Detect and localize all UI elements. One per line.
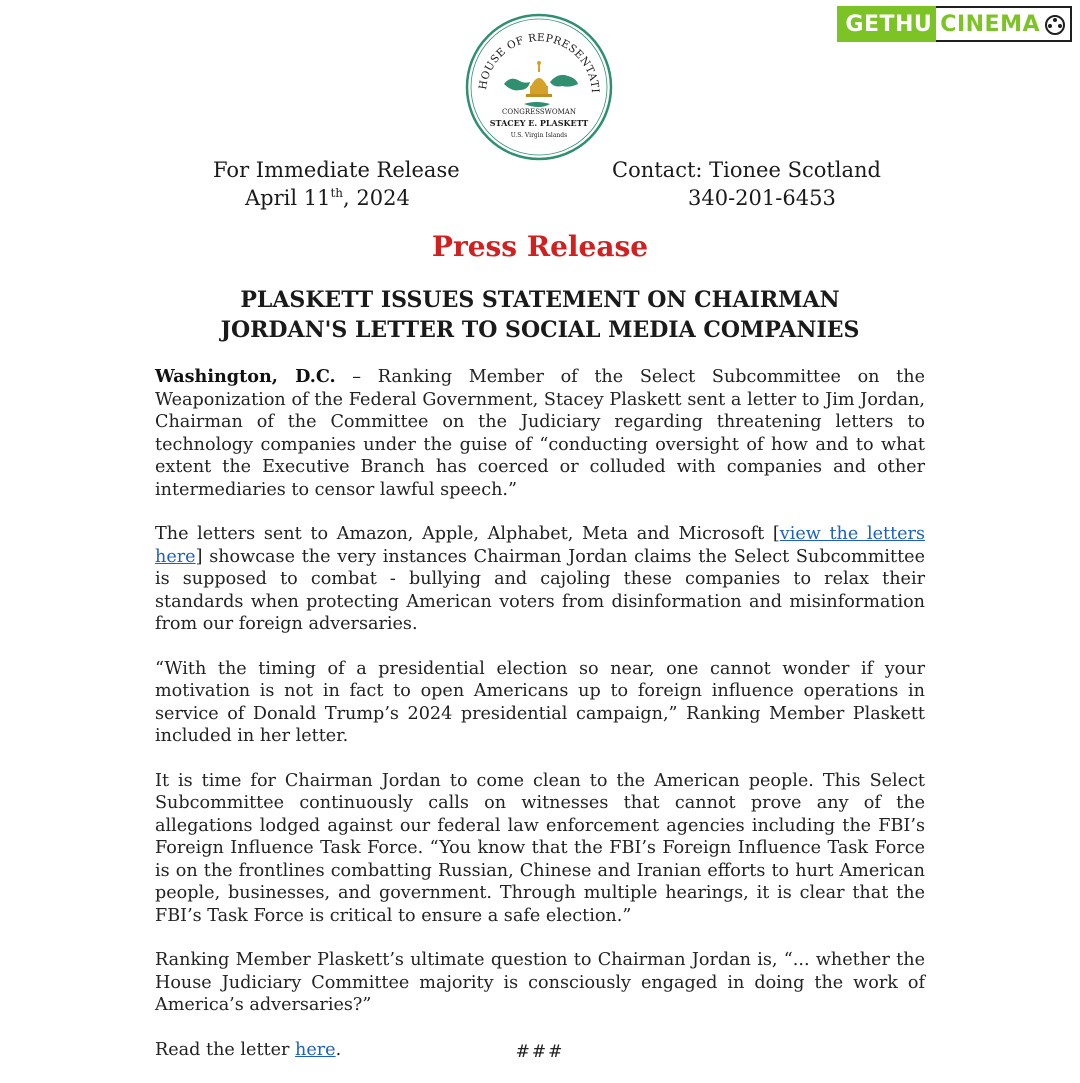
paragraph-intro: Washington, D.C. – Ranking Member of the Select Subcommittee on the Weaponization of the Federal Government, Stacey Plaskett sent a letter to Jim Jordan, Chairman of the Committee on the Judiciary regarding threatening letters to technology companies under the guise of “conducting oversight of how and to what extent the Executive Branch has coerced or colluded with companies and other intermediaries to censor lawful speech.” (155, 366, 925, 500)
release-date: April 11th, 2024 (245, 186, 410, 210)
headline-line-2: JORDAN'S LETTER TO SOCIAL MEDIA COMPANIES (220, 317, 860, 343)
seal-name: STACEY E. PLASKETT (489, 118, 589, 128)
capitol-seal-icon (464, 12, 614, 162)
seal-title: CONGRESSWOMAN (502, 108, 576, 116)
watermark-logo (837, 6, 1072, 42)
film-reel-icon (1044, 14, 1066, 36)
paragraph-letters: The letters sent to Amazon, Apple, Alphabet, Meta and Microsoft [view the letters here] showcase the very instances Chairman Jordan claims the Select Subcommittee is supposed to combat - bullying and cajoling these companies to relax their standards when protecting American voters from disinformation and misinformation from our foreign adversaries. (155, 524, 925, 634)
paragraph-fbi: It is time for Chairman Jordan to come clean to the American people. This Select Subcommittee continuously calls on witnesses that cannot prove any of the allegations lodged against our federal law enforcement agencies including the FBI’s Foreign Influence Task Force. “You know that the FBI’s Foreign Influence Task Force is on the frontlines combatting Russian, Chinese and Iranian efforts to hurt American people, businesses, and government. Through multiple hearings, it is clear that the FBI’s Task Force is critical to ensure a safe election.” (155, 770, 925, 926)
read-letter-link[interactable]: here (295, 1039, 336, 1060)
paragraph-question: Ranking Member Plaskett’s ultimate question to Chairman Jordan is, “... whether the House Judiciary Committee majority is consciously engaged in doing the work of America’s adversaries?” (155, 950, 925, 1015)
paragraph-quote: “With the timing of a presidential election so near, one cannot wonder if your motivation is not in fact to open Americans up to foreign influence operations in service of Donald Trump’s 2024 presidential campaign,” Ranking Member Plaskett included in her letter. (155, 658, 925, 746)
paragraph-read-letter: Read the letter here. (155, 1039, 342, 1060)
press-release-label: Press Release (431, 230, 649, 263)
seal-arc-text: HOUSE OF REPRESENTATI (477, 31, 602, 94)
view-letters-link[interactable]: view the letters here (155, 524, 925, 567)
contact-name: Contact: Tionee Scotland (612, 158, 882, 182)
watermark-left-text: GETHU (837, 6, 936, 42)
headline (155, 285, 925, 345)
body-text (155, 366, 925, 1083)
contact-phone: 340-201-6453 (688, 186, 836, 210)
watermark-right-box (936, 6, 1072, 42)
seal-region: U.S. Virgin Islands (510, 132, 568, 139)
end-mark: ### (515, 1042, 565, 1062)
dateline: Washington, D.C. (155, 366, 336, 387)
congress-seal (464, 12, 614, 162)
release-header (0, 158, 1080, 218)
headline-line-1: PLASKETT ISSUES STATEMENT ON CHAIRMAN (240, 287, 840, 313)
watermark-right-text: CINEMA (940, 11, 1040, 37)
release-type: For Immediate Release (213, 158, 460, 182)
